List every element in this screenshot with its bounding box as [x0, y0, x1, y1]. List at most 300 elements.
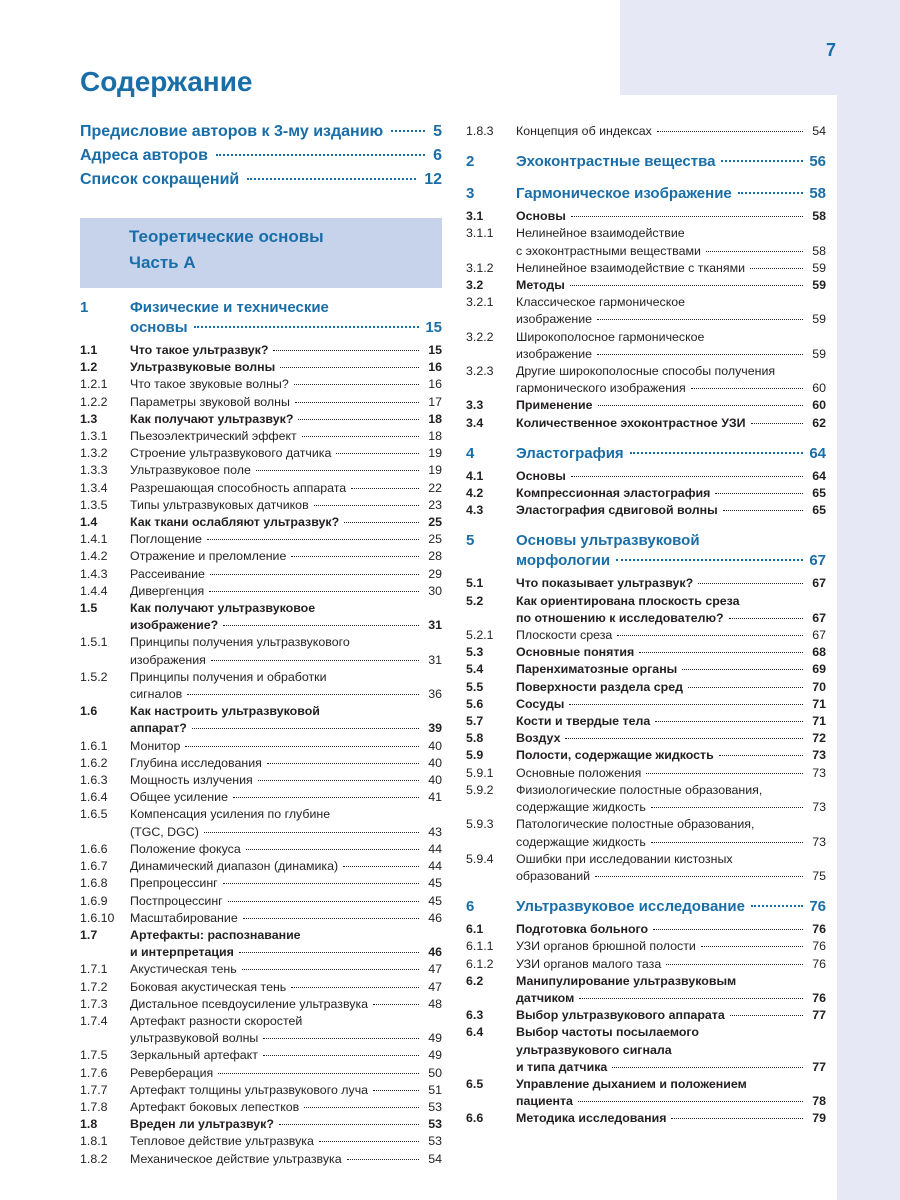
entry-title: датчиком: [516, 990, 575, 1005]
entry-body: [130, 738, 442, 755]
entry-number: 1.2.2: [80, 394, 108, 409]
dot-leader: [351, 488, 419, 489]
entry-line: [130, 428, 442, 445]
entry-page: 76: [812, 956, 826, 971]
dot-leader: [185, 746, 419, 747]
toc-entry[interactable]: [466, 679, 826, 696]
entry-title: Кости и твердые тела: [516, 714, 651, 729]
dot-leader: [688, 687, 803, 688]
entry-line: [516, 782, 826, 799]
entry-page: 79: [812, 1111, 826, 1126]
entry-body: [516, 1110, 826, 1127]
toc-entry[interactable]: [80, 428, 442, 445]
entry-page: 73: [812, 834, 826, 849]
toc-entry[interactable]: [80, 445, 442, 462]
toc-entry[interactable]: [80, 1013, 442, 1047]
toc-entry[interactable]: [80, 462, 442, 479]
entry-line: [130, 720, 442, 737]
toc-entry[interactable]: [80, 1116, 442, 1133]
entry-number: 6: [466, 898, 475, 916]
toc-entry[interactable]: [80, 342, 442, 359]
entry-line: [516, 696, 826, 713]
entry-page: 64: [812, 468, 826, 483]
toc-entry[interactable]: [466, 363, 826, 397]
toc-entry[interactable]: [466, 208, 826, 225]
entry-title: ультразвукового сигнала: [516, 1042, 672, 1057]
entry-title: Управление дыханием и положением: [516, 1076, 747, 1091]
entry-page: 51: [428, 1082, 442, 1097]
toc-entry[interactable]: [466, 730, 826, 747]
dot-leader: [211, 660, 419, 661]
toc-entry[interactable]: [80, 755, 442, 772]
dot-leader: [298, 419, 419, 420]
entry-line: [130, 583, 442, 600]
toc-entry[interactable]: [80, 875, 442, 892]
toc-entry[interactable]: [80, 1099, 442, 1116]
toc-entry[interactable]: [466, 816, 826, 850]
entry-number: 5.9.2: [466, 782, 494, 797]
toc-entry[interactable]: [80, 703, 442, 737]
entry-body: [130, 789, 442, 806]
toc-entry[interactable]: [466, 782, 826, 816]
dot-leader: [701, 946, 803, 947]
entry-page: 25: [428, 532, 442, 547]
entry-page: 58: [812, 243, 826, 258]
entry-page: 47: [428, 962, 442, 977]
toc-entry[interactable]: [80, 996, 442, 1013]
dot-leader: [691, 388, 803, 389]
entry-number: 1.2: [80, 360, 98, 375]
dot-leader: [207, 539, 419, 540]
entry-title: Концепция об индексах: [516, 124, 652, 138]
toc-entry[interactable]: [80, 806, 442, 840]
entry-line: [130, 1047, 442, 1064]
toc-entry[interactable]: [80, 600, 442, 634]
toc-entry[interactable]: [80, 411, 442, 428]
entry-title: Сосуды: [516, 696, 565, 711]
toc-entry[interactable]: [466, 713, 826, 730]
entry-page: 60: [812, 398, 826, 413]
entry-title: Полости, содержащие жидкость: [516, 748, 714, 763]
entry-number: 1.6.8: [80, 876, 108, 891]
entry-page: 31: [428, 618, 442, 633]
toc-entry[interactable]: [80, 669, 442, 703]
entry-line: [130, 617, 442, 634]
dot-leader: [706, 251, 803, 252]
entry-line: [516, 380, 826, 397]
entry-body: [130, 858, 442, 875]
entry-body: [516, 897, 826, 917]
entry-title: Основы ультразвуковой: [516, 532, 700, 550]
chapter-heading[interactable]: [466, 444, 826, 464]
toc-entry[interactable]: [466, 593, 826, 627]
front-matter-entry[interactable]: [80, 147, 442, 171]
dot-leader: [616, 559, 803, 561]
entry-line: [516, 834, 826, 851]
entry-title: Принципы получения ультразвукового: [130, 635, 350, 650]
entry-title: Паренхиматозные органы: [516, 662, 678, 677]
entry-page: 49: [428, 1048, 442, 1063]
entry-line: [516, 260, 826, 277]
entry-page: 73: [812, 748, 826, 763]
entry-number: 5.8: [466, 731, 484, 746]
entry-number: 3.1.2: [466, 260, 494, 275]
entry-page: 19: [428, 463, 442, 478]
toc-entry[interactable]: [466, 851, 826, 885]
toc-entry[interactable]: [466, 397, 826, 414]
entry-body: [130, 893, 442, 910]
entry-number: 3.2.3: [466, 364, 494, 379]
toc-entry[interactable]: [80, 927, 442, 961]
dot-leader: [336, 453, 419, 454]
entry-line: [516, 346, 826, 363]
toc-entry[interactable]: [466, 696, 826, 713]
entry-title: Поглощение: [130, 532, 202, 547]
entry-title: Рассеивание: [130, 566, 205, 581]
dot-leader: [192, 728, 419, 729]
toc-entry[interactable]: [466, 415, 826, 432]
dot-leader: [304, 1107, 419, 1108]
toc-entry[interactable]: [80, 893, 442, 910]
toc-entry[interactable]: [80, 583, 442, 600]
toc-entry[interactable]: [80, 979, 442, 996]
entry-line: [130, 1133, 442, 1150]
entry-line: [516, 311, 826, 328]
toc-entry[interactable]: [80, 1065, 442, 1082]
entry-page: 59: [812, 278, 826, 293]
front-matter-entry[interactable]: [80, 171, 442, 195]
dot-leader: [194, 326, 420, 328]
entry-body: [516, 329, 826, 363]
entry-line: [516, 277, 826, 294]
entry-title: Общее усиление: [130, 790, 228, 805]
entry-page: 73: [812, 765, 826, 780]
entry-body: [130, 342, 442, 359]
entry-page: 29: [428, 566, 442, 581]
entry-body: [516, 294, 826, 328]
entry-line: [516, 1024, 826, 1041]
toc-entry[interactable]: [80, 480, 442, 497]
toc-entry[interactable]: [466, 502, 826, 519]
entry-number: 1.6.4: [80, 790, 108, 805]
entry-title: Нелинейное взаимодействие с тканями: [516, 260, 746, 275]
entry-body: [516, 679, 826, 696]
entry-number: 1.6.2: [80, 755, 108, 770]
dot-leader: [723, 510, 803, 511]
entry-page: 71: [812, 714, 826, 729]
toc-entry[interactable]: [466, 938, 826, 955]
entry-line: [130, 1030, 442, 1047]
entry-body: [516, 973, 826, 1007]
dot-leader: [682, 669, 803, 670]
entry-number: 1.7.1: [80, 962, 108, 977]
dot-leader: [247, 178, 416, 180]
entry-title: аппарат?: [130, 721, 187, 736]
dot-leader: [617, 635, 803, 636]
toc-entry[interactable]: [466, 294, 826, 328]
entry-title: Разрешающая способность аппарата: [130, 480, 347, 495]
dot-leader: [646, 773, 803, 774]
entry-page: 45: [428, 876, 442, 891]
dot-leader: [565, 738, 803, 739]
toc-entry[interactable]: [80, 841, 442, 858]
entry-page: 6: [433, 147, 442, 164]
toc-entry[interactable]: [466, 575, 826, 592]
toc-entry[interactable]: [466, 921, 826, 938]
chapter-heading[interactable]: [466, 184, 826, 204]
dot-leader: [343, 866, 419, 867]
entry-title: Артефакт разности скоростей: [130, 1013, 303, 1028]
entry-page: 46: [428, 945, 442, 960]
toc-entry[interactable]: [80, 566, 442, 583]
entry-title: Зеркальный артефакт: [130, 1048, 258, 1063]
entry-body: [130, 1013, 442, 1047]
entry-page: 19: [428, 446, 442, 461]
entry-title: Адреса авторов: [80, 147, 208, 164]
toc-entry[interactable]: [80, 772, 442, 789]
entry-number: 1.5.1: [80, 635, 108, 650]
entry-title: содержащие жидкость: [516, 834, 646, 849]
entry-line: [130, 462, 442, 479]
entry-line: [516, 627, 826, 644]
toc-entry[interactable]: [80, 531, 442, 548]
entry-number: 3.2: [466, 278, 484, 293]
entry-body: [130, 961, 442, 978]
entry-body: [130, 445, 442, 462]
chapter-heading[interactable]: [466, 897, 826, 917]
entry-line: [516, 485, 826, 502]
entry-line: [516, 225, 826, 242]
entry-line: [130, 445, 442, 462]
toc-entry[interactable]: [80, 497, 442, 514]
entry-title: сигналов: [130, 687, 183, 702]
entry-number: 3.2.1: [466, 295, 494, 310]
entry-body: [516, 696, 826, 713]
entry-line: [130, 755, 442, 772]
dot-leader: [216, 154, 425, 156]
entry-number: 6.1.2: [466, 956, 494, 971]
toc-entry[interactable]: [466, 1024, 826, 1076]
entry-page: 54: [812, 124, 826, 138]
toc-entry[interactable]: [466, 123, 826, 140]
dot-leader: [657, 131, 803, 132]
entry-line: [130, 944, 442, 961]
entry-line: [130, 566, 442, 583]
toc-entry[interactable]: [466, 260, 826, 277]
entry-number: 1.3.3: [80, 463, 108, 478]
toc-left-column: [80, 123, 442, 1168]
dot-leader: [612, 1067, 803, 1068]
entry-line: [130, 806, 442, 823]
entry-line: [130, 1065, 442, 1082]
toc-entry[interactable]: [80, 789, 442, 806]
entry-title: Основные положения: [516, 765, 642, 780]
toc-entry[interactable]: [466, 225, 826, 259]
entry-line: [130, 531, 442, 548]
entry-line: [516, 397, 826, 414]
entry-title: Список сокращений: [80, 171, 240, 188]
entry-body: [516, 260, 826, 277]
toc-entry[interactable]: [466, 644, 826, 661]
entry-page: 58: [812, 209, 826, 224]
entry-page: 36: [428, 687, 442, 702]
entry-line: [516, 799, 826, 816]
entry-title: основы: [130, 319, 188, 336]
entry-page: 67: [812, 576, 826, 591]
toc-entry[interactable]: [466, 661, 826, 678]
entry-title: изображение: [516, 346, 593, 361]
entry-body: [516, 363, 826, 397]
entry-body: [516, 225, 826, 259]
entry-line: [516, 1059, 826, 1076]
entry-title: Плоскости среза: [516, 628, 613, 643]
entry-body: [516, 208, 826, 225]
entry-body: [130, 497, 442, 514]
entry-line: [130, 514, 442, 531]
entry-number: 6.6: [466, 1111, 484, 1126]
dot-leader: [598, 405, 803, 406]
toc-entry[interactable]: [80, 376, 442, 393]
dot-leader: [651, 842, 803, 843]
entry-page: 70: [812, 679, 826, 694]
dot-leader: [715, 493, 803, 494]
entry-body: [130, 462, 442, 479]
entry-title: Как ткани ослабляют ультразвук?: [130, 515, 340, 530]
toc-entry[interactable]: [466, 277, 826, 294]
entry-title: Постпроцессинг: [130, 893, 223, 908]
entry-title: Компрессионная эластография: [516, 486, 711, 501]
dot-leader: [223, 625, 419, 626]
entry-title: Параметры звуковой волны: [130, 394, 290, 409]
toc-entry[interactable]: [80, 1133, 442, 1150]
toc-entry[interactable]: [466, 1076, 826, 1110]
entry-title: Методика исследования: [516, 1111, 667, 1126]
toc-entry[interactable]: [80, 961, 442, 978]
entry-title: Основы: [516, 468, 566, 483]
toc-entry[interactable]: [466, 747, 826, 764]
entry-title: Как ориентирована плоскость среза: [516, 593, 740, 608]
dot-leader: [291, 987, 419, 988]
entry-number: 1.4.1: [80, 532, 108, 547]
entry-title: Как получают ультразвуковое: [130, 601, 316, 616]
entry-body: [130, 1116, 442, 1133]
toc-entry[interactable]: [80, 910, 442, 927]
entry-body: [130, 583, 442, 600]
toc-entry[interactable]: [466, 468, 826, 485]
chapter-1-list: [80, 298, 442, 1168]
entry-body: [130, 411, 442, 428]
entry-line: [516, 208, 826, 225]
toc-entry[interactable]: [80, 548, 442, 565]
entry-line: [130, 772, 442, 789]
entry-number: 3.2.2: [466, 329, 494, 344]
chapter-heading[interactable]: [80, 298, 442, 338]
entry-line: [130, 1082, 442, 1099]
entry-body: [516, 468, 826, 485]
chapter-list: [466, 123, 826, 1128]
entry-line: [516, 329, 826, 346]
entry-title: Принципы получения и обработки: [130, 669, 327, 684]
entry-number: 1.4.2: [80, 549, 108, 564]
toc-entry[interactable]: [80, 738, 442, 755]
dot-leader: [391, 130, 425, 132]
entry-title: содержащие жидкость: [516, 800, 646, 815]
entry-number: 4.3: [466, 503, 484, 518]
entry-page: 25: [428, 515, 442, 530]
entry-number: 5.2: [466, 593, 484, 608]
entry-title: Количественное эхоконтрастное УЗИ: [516, 415, 746, 430]
entry-title: Препроцессинг: [130, 876, 218, 891]
entry-number: 5.7: [466, 714, 484, 729]
entry-line: [516, 468, 826, 485]
entry-number: 5.4: [466, 662, 484, 677]
dot-leader: [302, 436, 419, 437]
entry-line: [516, 243, 826, 260]
entry-page: 18: [428, 429, 442, 444]
entry-number: 5.9.3: [466, 817, 494, 832]
toc-entry[interactable]: [466, 1007, 826, 1024]
toc-entry[interactable]: [466, 765, 826, 782]
entry-line: [130, 738, 442, 755]
entry-body: [130, 996, 442, 1013]
toc-entry[interactable]: [466, 329, 826, 363]
section-banner: [80, 218, 442, 288]
toc-entry[interactable]: [80, 1082, 442, 1099]
toc-entry[interactable]: [80, 1047, 442, 1064]
dot-leader: [239, 952, 419, 953]
front-matter-entry[interactable]: [80, 123, 442, 147]
chapter-heading[interactable]: [466, 152, 826, 172]
toc-entry[interactable]: [466, 973, 826, 1007]
page-title: Содержание: [80, 66, 253, 97]
dot-leader: [347, 1159, 419, 1160]
entry-number: 5.6: [466, 696, 484, 711]
chapter-heading[interactable]: [466, 531, 826, 571]
entry-number: 1.6.7: [80, 859, 108, 874]
toc-entry[interactable]: [80, 1151, 442, 1168]
entry-body: [130, 428, 442, 445]
toc-entry[interactable]: [80, 634, 442, 668]
entry-line: [516, 502, 826, 519]
entry-body: [130, 755, 442, 772]
toc-entry[interactable]: [80, 394, 442, 411]
entry-page: 53: [428, 1099, 442, 1114]
entry-number: 1.7.2: [80, 979, 108, 994]
toc-entry[interactable]: [466, 956, 826, 973]
entry-title: Физические и технические: [130, 299, 329, 316]
entry-number: 1.8: [80, 1117, 98, 1132]
entry-body: [516, 123, 826, 140]
toc-entry[interactable]: [466, 1110, 826, 1127]
toc-entry[interactable]: [80, 858, 442, 875]
entry-line: [516, 152, 826, 172]
section-title: Теоретические основы: [129, 227, 324, 246]
entry-number: 1.8.2: [80, 1151, 108, 1166]
entry-title: Как настроить ультразвуковой: [130, 704, 320, 719]
toc-entry[interactable]: [80, 514, 442, 531]
dot-leader: [730, 1015, 803, 1016]
entry-body: [516, 152, 826, 172]
dot-leader: [258, 780, 419, 781]
entry-body: [516, 921, 826, 938]
entry-body: [516, 1024, 826, 1076]
toc-entry[interactable]: [466, 485, 826, 502]
toc-entry[interactable]: [80, 359, 442, 376]
entry-title: Выбор ультразвукового аппарата: [516, 1008, 725, 1023]
entry-line: [516, 1007, 826, 1024]
entry-title: Артефакт боковых лепестков: [130, 1099, 300, 1114]
toc-entry[interactable]: [466, 627, 826, 644]
